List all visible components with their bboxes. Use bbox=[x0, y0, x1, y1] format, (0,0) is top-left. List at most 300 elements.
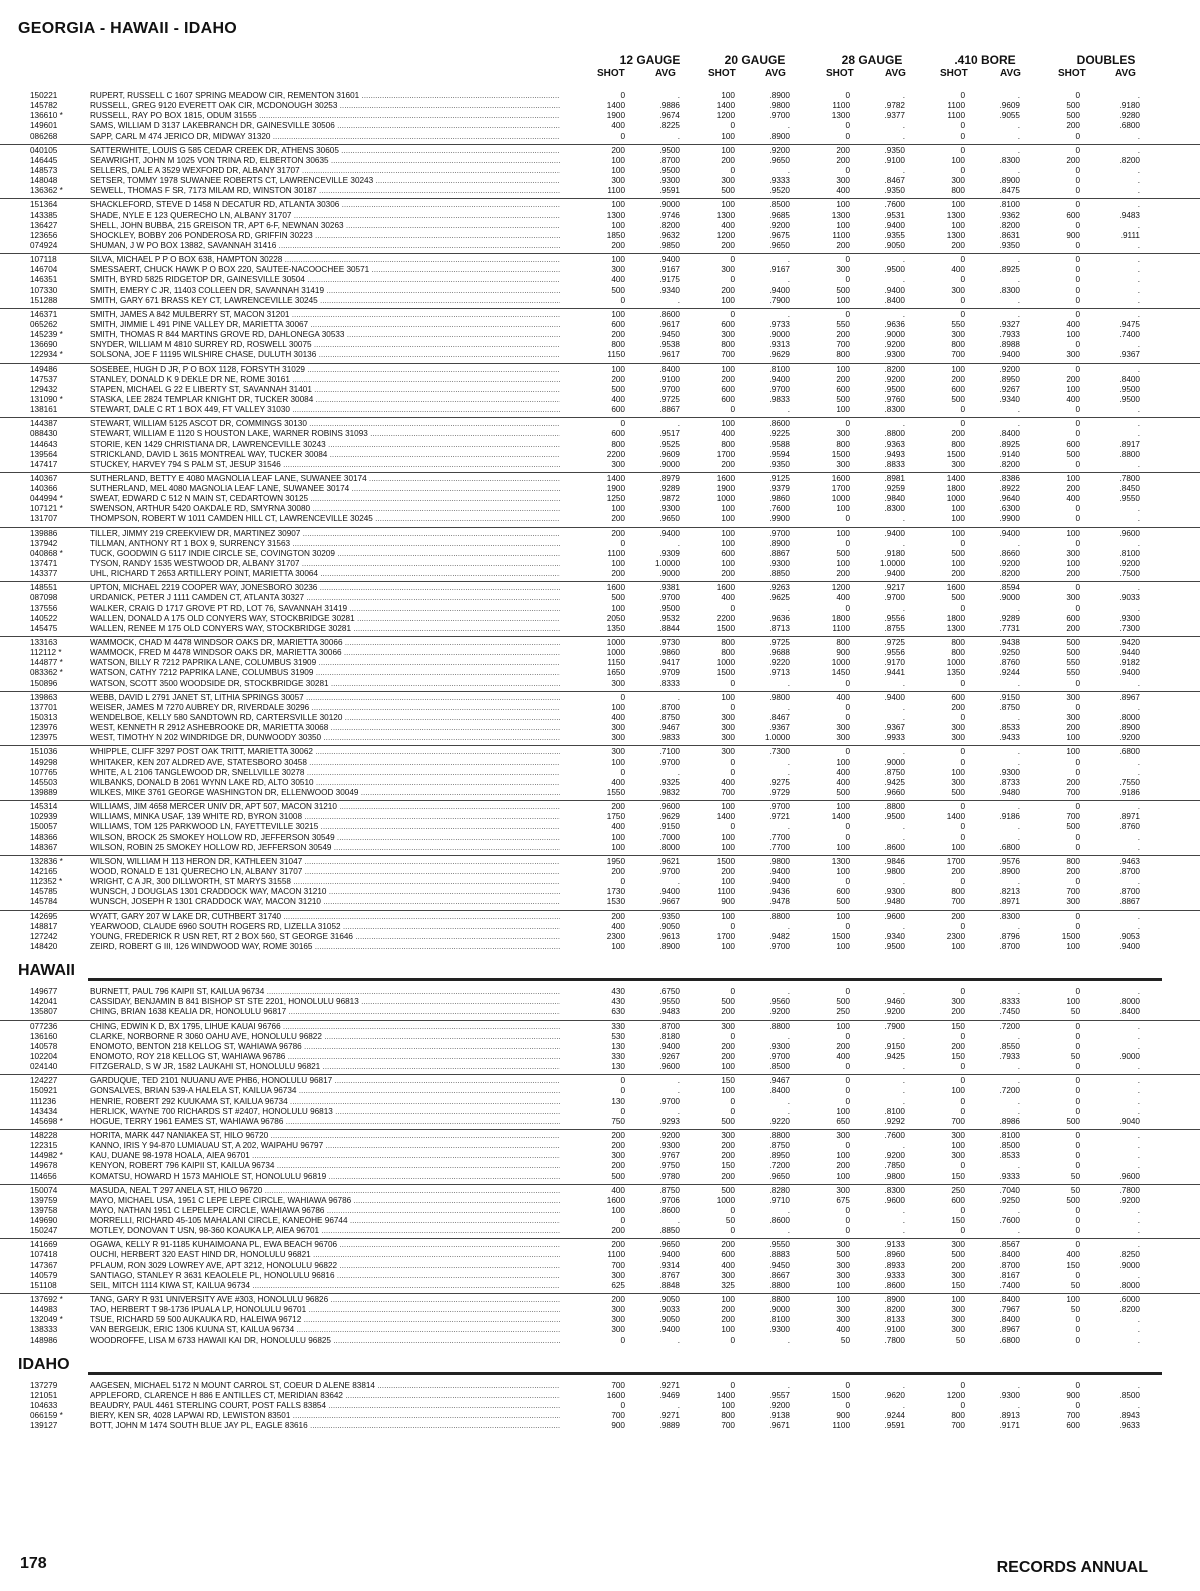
shot-20-gauge: 300 bbox=[721, 723, 735, 733]
shot-doubles: 0 bbox=[1075, 1161, 1080, 1171]
shot-28-gauge: 300 bbox=[836, 429, 850, 439]
shooter-name: UHL, RICHARD T 2653 ARTILLERY POINT, MARIETTA 30064 ..... bbox=[90, 569, 560, 579]
table-row bbox=[0, 146, 1200, 156]
avg-doubles: .9033 bbox=[1119, 593, 1140, 603]
record-group bbox=[0, 417, 1200, 470]
avg-28-gauge: .9620 bbox=[884, 1390, 905, 1400]
shooter-name: WILLIAMS, TOM 125 PARKWOOD LN, FAYETTEVILLE 30215 ..... bbox=[90, 822, 560, 832]
shot-12-gauge: 0 bbox=[620, 1401, 625, 1411]
shot-28-gauge: 1000 bbox=[831, 658, 850, 668]
shot-28-gauge: 250 bbox=[836, 1007, 850, 1017]
avg-doubles: .8900 bbox=[1119, 723, 1140, 733]
avg-12-gauge: .9750 bbox=[659, 1161, 680, 1171]
shot-12-gauge: 200 bbox=[611, 145, 625, 155]
shot-12-gauge: 330 bbox=[611, 1021, 625, 1031]
shot-410-bore: 800 bbox=[951, 638, 965, 648]
shot-20-gauge: 1700 bbox=[716, 449, 735, 459]
shot-12-gauge: 750 bbox=[611, 1116, 625, 1126]
shooter-name: HENRIE, ROBERT 292 KUUKAMA ST, KAILUA 96734 ..... bbox=[90, 1097, 560, 1107]
shot-doubles: 100 bbox=[1066, 330, 1080, 340]
avg-doubles: . bbox=[1137, 877, 1140, 887]
shooter-id: 148986 bbox=[30, 1335, 58, 1345]
avg-12-gauge: .9469 bbox=[659, 1390, 680, 1400]
avg-12-gauge: .9271 bbox=[659, 1411, 680, 1421]
shooter-name: GONSALVES, BRIAN 539-A HALELA ST, KAILUA 96734 ..... bbox=[90, 1086, 560, 1096]
shot-28-gauge: 1300 bbox=[831, 856, 850, 866]
avg-doubles: . bbox=[1137, 131, 1140, 141]
shot-20-gauge: 200 bbox=[721, 285, 735, 295]
shot-410-bore: 100 bbox=[951, 504, 965, 514]
shot-28-gauge: 300 bbox=[836, 1130, 850, 1140]
shooter-name: CHING, BRIAN 1638 KEALIA DR, HONOLULU 96817 ..... bbox=[90, 1007, 560, 1017]
avg-12-gauge: .9200 bbox=[659, 1130, 680, 1140]
avg-410-bore: .8660 bbox=[999, 548, 1020, 558]
shot-410-bore: 0 bbox=[960, 987, 965, 997]
shot-20-gauge: 0 bbox=[730, 1106, 735, 1116]
shot-12-gauge: 100 bbox=[611, 842, 625, 852]
avg-doubles: . bbox=[1137, 176, 1140, 186]
table-row bbox=[0, 310, 1200, 320]
shot-20-gauge: 200 bbox=[721, 155, 735, 165]
avg-28-gauge: . bbox=[902, 1205, 905, 1215]
shot-20-gauge: 200 bbox=[721, 459, 735, 469]
table-row bbox=[0, 166, 1200, 176]
shot-12-gauge: 100 bbox=[611, 941, 625, 951]
avg-410-bore: . bbox=[1017, 678, 1020, 688]
avg-20-gauge: .9710 bbox=[769, 1195, 790, 1205]
avg-410-bore: . bbox=[1017, 1401, 1020, 1411]
shot-12-gauge: 1530 bbox=[606, 897, 625, 907]
record-group bbox=[0, 1184, 1200, 1237]
shot-410-bore: 300 bbox=[951, 1315, 965, 1325]
shot-410-bore: 300 bbox=[951, 330, 965, 340]
avg-28-gauge: . bbox=[902, 255, 905, 265]
shot-28-gauge: 1300 bbox=[831, 111, 850, 121]
table-row bbox=[0, 296, 1200, 306]
table-row bbox=[0, 833, 1200, 843]
shot-doubles: 400 bbox=[1066, 494, 1080, 504]
shot-410-bore: 50 bbox=[955, 1335, 965, 1345]
shot-12-gauge: 200 bbox=[611, 802, 625, 812]
shooter-name: WYATT, GARY 207 W LAKE DR, CUTHBERT 31740 ..... bbox=[90, 912, 560, 922]
shot-28-gauge: 0 bbox=[845, 702, 850, 712]
avg-28-gauge: .9000 bbox=[884, 330, 905, 340]
shooter-id: 143434 bbox=[30, 1106, 58, 1116]
shot-12-gauge: 1100 bbox=[607, 186, 625, 196]
avg-20-gauge: .9729 bbox=[769, 788, 790, 797]
table-row bbox=[0, 1206, 1200, 1216]
shooter-id: 145314 bbox=[30, 802, 58, 812]
shot-12-gauge: 1250 bbox=[606, 494, 625, 504]
shot-doubles: 500 bbox=[1066, 101, 1080, 111]
shot-20-gauge: 2200 bbox=[716, 613, 735, 623]
avg-12-gauge: .9175 bbox=[659, 275, 680, 285]
avg-doubles: . bbox=[1137, 405, 1140, 415]
shot-doubles: 700 bbox=[1066, 812, 1080, 822]
avg-doubles: .9400 bbox=[1119, 668, 1140, 678]
table-row bbox=[0, 648, 1200, 658]
shooter-name: WILLIAMS, MINKA USAF, 139 WHITE RD, BYRON 31008 ..... bbox=[90, 812, 560, 822]
avg-doubles: . bbox=[1137, 678, 1140, 688]
shooter-name: SMITH, BYRD 5825 RIDGETOP DR, GAINESVILLE 30504 ..... bbox=[90, 275, 560, 285]
shot-410-bore: 1300 bbox=[946, 623, 965, 633]
shooter-name: WUNSCH, JOSEPH R 1301 CRADDOCK WAY, MACON 31210 ..... bbox=[90, 897, 560, 907]
table-row bbox=[0, 350, 1200, 360]
avg-20-gauge: . bbox=[787, 275, 790, 285]
shot-410-bore: 800 bbox=[951, 887, 965, 897]
avg-28-gauge: .9425 bbox=[884, 1051, 905, 1061]
avg-12-gauge: .8200 bbox=[659, 220, 680, 230]
avg-28-gauge: .8900 bbox=[884, 1295, 905, 1305]
table-row bbox=[0, 121, 1200, 131]
shot-doubles: 100 bbox=[1066, 1295, 1080, 1305]
avg-12-gauge: . bbox=[677, 91, 680, 100]
table-row bbox=[0, 405, 1200, 415]
avg-28-gauge: . bbox=[902, 131, 905, 141]
avg-12-gauge: .9000 bbox=[659, 569, 680, 579]
shooter-id: 145698 * bbox=[30, 1116, 63, 1126]
avg-28-gauge: .9133 bbox=[884, 1240, 905, 1250]
shot-28-gauge: 0 bbox=[845, 1031, 850, 1041]
avg-28-gauge: . bbox=[902, 1226, 905, 1236]
shot-12-gauge: 900 bbox=[611, 1421, 625, 1431]
shooter-name: HERLICK, WAYNE 700 RICHARDS ST #2407, HONOLULU 96813 ..... bbox=[90, 1107, 560, 1117]
shooter-id: 148367 bbox=[30, 842, 58, 852]
avg-12-gauge: .9100 bbox=[659, 374, 680, 384]
shooter-name: TILLMAN, ANTHONY RT 1 BOX 9, SURRENCY 31563 ..... bbox=[90, 539, 560, 549]
avg-doubles: . bbox=[1137, 767, 1140, 777]
shot-12-gauge: 130 bbox=[611, 1096, 625, 1106]
shot-20-gauge: 400 bbox=[721, 593, 735, 603]
table-row bbox=[0, 1107, 1200, 1117]
shot-410-bore: 0 bbox=[960, 419, 965, 429]
shot-20-gauge: 1300 bbox=[716, 210, 735, 220]
shot-410-bore: 300 bbox=[951, 1130, 965, 1140]
table-row bbox=[0, 658, 1200, 668]
shot-28-gauge: 1300 bbox=[831, 210, 850, 220]
record-group bbox=[0, 800, 1200, 853]
avg-12-gauge: . bbox=[677, 877, 680, 887]
avg-28-gauge: .9480 bbox=[884, 897, 905, 907]
avg-12-gauge: .8600 bbox=[659, 309, 680, 319]
avg-410-bore: .7200 bbox=[999, 1021, 1020, 1031]
shot-410-bore: 800 bbox=[951, 648, 965, 658]
avg-28-gauge: .9400 bbox=[884, 285, 905, 295]
shot-410-bore: 1400 bbox=[946, 473, 965, 483]
shot-20-gauge: 0 bbox=[730, 767, 735, 777]
shot-410-bore: 1350 bbox=[946, 668, 965, 678]
avg-doubles: . bbox=[1137, 921, 1140, 931]
avg-28-gauge: . bbox=[902, 987, 905, 997]
avg-28-gauge: .8933 bbox=[884, 1260, 905, 1270]
record-group bbox=[0, 1129, 1200, 1182]
shot-doubles: 100 bbox=[1066, 941, 1080, 951]
shot-12-gauge: 200 bbox=[611, 330, 625, 340]
table-row bbox=[0, 340, 1200, 350]
shot-12-gauge: 300 bbox=[611, 265, 625, 275]
shot-410-bore: 0 bbox=[960, 603, 965, 613]
shot-12-gauge: 100 bbox=[611, 1205, 625, 1215]
shot-doubles: 100 bbox=[1066, 747, 1080, 757]
shot-20-gauge: 200 bbox=[721, 1240, 735, 1250]
table-row bbox=[0, 877, 1200, 887]
avg-doubles: .9000 bbox=[1119, 1051, 1140, 1061]
shot-410-bore: 0 bbox=[960, 1062, 965, 1072]
shot-doubles: 0 bbox=[1075, 802, 1080, 812]
shot-410-bore: 700 bbox=[951, 1421, 965, 1431]
shot-410-bore: 0 bbox=[960, 1226, 965, 1236]
shot-410-bore: 100 bbox=[951, 1295, 965, 1305]
avg-20-gauge: .9675 bbox=[769, 230, 790, 240]
shooter-name: TILLER, JIMMY 219 CREEKVIEW DR, MARTINEZ 30907 ..... bbox=[90, 529, 560, 539]
avg-20-gauge: .9560 bbox=[769, 997, 790, 1007]
shooter-name: SANTIAGO, STANLEY R 3631 KEAOLELE PL, HONOLULU 96816 ..... bbox=[90, 1271, 560, 1281]
shooter-name: KENYON, ROBERT 796 KAIPII ST, KAILUA 96734 ..... bbox=[90, 1161, 560, 1171]
table-row bbox=[0, 867, 1200, 877]
table-row bbox=[0, 942, 1200, 952]
shot-12-gauge: 300 bbox=[611, 733, 625, 743]
avg-410-bore: . bbox=[1017, 145, 1020, 155]
avg-doubles: . bbox=[1137, 285, 1140, 295]
avg-28-gauge: .9355 bbox=[884, 230, 905, 240]
avg-410-bore: .9000 bbox=[999, 593, 1020, 603]
table-row bbox=[0, 922, 1200, 932]
avg-28-gauge: .9556 bbox=[884, 613, 905, 623]
shot-20-gauge: 1200 bbox=[716, 111, 735, 121]
shot-doubles: 0 bbox=[1075, 987, 1080, 997]
shooter-id: 138161 bbox=[30, 405, 58, 415]
avg-28-gauge: . bbox=[902, 832, 905, 842]
shooter-id: 044994 * bbox=[30, 494, 63, 504]
shot-doubles: 0 bbox=[1075, 1096, 1080, 1106]
shot-20-gauge: 1700 bbox=[716, 931, 735, 941]
avg-12-gauge: .9300 bbox=[659, 176, 680, 186]
avg-410-bore: .7400 bbox=[999, 1280, 1020, 1290]
avg-20-gauge: . bbox=[787, 1380, 790, 1390]
record-group bbox=[0, 1293, 1200, 1346]
shot-doubles: 50 bbox=[1070, 1185, 1080, 1195]
avg-20-gauge: .9650 bbox=[769, 240, 790, 250]
shot-28-gauge: 100 bbox=[836, 295, 850, 305]
shot-410-bore: 300 bbox=[951, 1305, 965, 1315]
section-rule bbox=[88, 1372, 1162, 1375]
avg-doubles: .9182 bbox=[1119, 658, 1140, 668]
shot-20-gauge: 300 bbox=[721, 733, 735, 743]
avg-12-gauge: .9591 bbox=[659, 186, 680, 196]
shot-12-gauge: 100 bbox=[611, 832, 625, 842]
avg-28-gauge: .9050 bbox=[884, 240, 905, 250]
table-row bbox=[0, 569, 1200, 579]
shot-20-gauge: 1900 bbox=[716, 484, 735, 494]
shot-410-bore: 0 bbox=[960, 832, 965, 842]
avg-20-gauge: .9200 bbox=[769, 1007, 790, 1017]
avg-28-gauge: .8400 bbox=[884, 295, 905, 305]
avg-410-bore: .9171 bbox=[999, 1421, 1020, 1431]
avg-12-gauge: .6750 bbox=[659, 987, 680, 997]
avg-410-bore: .7933 bbox=[999, 1051, 1020, 1061]
shooter-id: 139758 bbox=[30, 1205, 58, 1215]
avg-doubles: .8867 bbox=[1119, 897, 1140, 907]
shot-28-gauge: 550 bbox=[836, 319, 850, 329]
shot-doubles: 0 bbox=[1075, 131, 1080, 141]
shot-20-gauge: 50 bbox=[725, 1216, 735, 1226]
avg-28-gauge: .8981 bbox=[884, 473, 905, 483]
avg-28-gauge: .9760 bbox=[884, 394, 905, 404]
shooter-name: BURNETT, PAUL 796 KAIPII ST, KAILUA 96734 ..... bbox=[90, 987, 560, 997]
shooter-id: 145239 * bbox=[30, 330, 63, 340]
shooter-id: 077236 bbox=[30, 1021, 58, 1031]
avg-12-gauge: .9700 bbox=[659, 384, 680, 394]
shooter-id: 145503 bbox=[30, 777, 58, 787]
shot-12-gauge: 0 bbox=[620, 692, 625, 702]
shot-12-gauge: 1600 bbox=[606, 583, 625, 593]
avg-12-gauge: .7100 bbox=[659, 747, 680, 757]
avg-doubles: . bbox=[1137, 459, 1140, 469]
avg-410-bore: .8900 bbox=[999, 176, 1020, 186]
avg-28-gauge: .8467 bbox=[884, 176, 905, 186]
shot-410-bore: 200 bbox=[951, 702, 965, 712]
record-group bbox=[0, 144, 1200, 197]
avg-20-gauge: .9629 bbox=[769, 350, 790, 360]
shot-28-gauge: 100 bbox=[836, 866, 850, 876]
avg-28-gauge: .7600 bbox=[884, 1130, 905, 1140]
avg-20-gauge: 1.0000 bbox=[764, 733, 790, 743]
shooter-name: RUSSELL, GREG 9120 EVERETT OAK CIR, MCDONOUGH 30253 ..... bbox=[90, 101, 560, 111]
shot-28-gauge: 800 bbox=[836, 439, 850, 449]
avg-doubles: .8971 bbox=[1119, 812, 1140, 822]
shot-410-bore: 100 bbox=[951, 941, 965, 951]
avg-20-gauge: .9200 bbox=[769, 1401, 790, 1411]
avg-20-gauge: .8467 bbox=[769, 713, 790, 723]
shooter-id: 138333 bbox=[30, 1325, 58, 1335]
avg-12-gauge: .9617 bbox=[659, 319, 680, 329]
shooter-id: 141669 bbox=[30, 1240, 58, 1250]
avg-20-gauge: . bbox=[787, 255, 790, 265]
shot-410-bore: 500 bbox=[951, 394, 965, 404]
avg-label: AVG bbox=[885, 68, 906, 79]
avg-12-gauge: . bbox=[677, 767, 680, 777]
table-row bbox=[0, 559, 1200, 569]
avg-20-gauge: .9300 bbox=[769, 559, 790, 569]
shot-20-gauge: 100 bbox=[721, 832, 735, 842]
avg-28-gauge: .9200 bbox=[884, 1151, 905, 1161]
avg-doubles: . bbox=[1137, 1401, 1140, 1411]
shooter-id: 104633 bbox=[30, 1401, 58, 1411]
avg-28-gauge: .9200 bbox=[884, 340, 905, 350]
record-group bbox=[0, 363, 1200, 416]
shot-410-bore: 1600 bbox=[946, 583, 965, 593]
shooter-id: 136160 bbox=[30, 1031, 58, 1041]
avg-12-gauge: .8750 bbox=[659, 713, 680, 723]
avg-20-gauge: .9636 bbox=[769, 613, 790, 623]
shooter-id: 148420 bbox=[30, 941, 58, 951]
avg-doubles: .9180 bbox=[1119, 101, 1140, 111]
shooter-id: 124227 bbox=[30, 1076, 58, 1086]
shot-20-gauge: 300 bbox=[721, 1021, 735, 1031]
shooter-id: 140578 bbox=[30, 1041, 58, 1051]
shot-20-gauge: 1600 bbox=[716, 583, 735, 593]
avg-28-gauge: .9636 bbox=[884, 319, 905, 329]
shot-20-gauge: 100 bbox=[721, 802, 735, 812]
avg-28-gauge: .9460 bbox=[884, 997, 905, 1007]
shooter-name: SNYDER, WILLIAM M 4810 SURREY RD, ROSWELL 30075 ..... bbox=[90, 340, 560, 350]
avg-410-bore: . bbox=[1017, 1106, 1020, 1116]
shooter-name: MORRELLI, RICHARD 45-105 MAHALANI CIRCLE, KANEOHE 96744 ..... bbox=[90, 1216, 560, 1226]
shooter-name: TSUE, RICHARD 59 500 AUKAUKA RD, HALEIWA 96712 ..... bbox=[90, 1315, 560, 1325]
avg-20-gauge: . bbox=[787, 1106, 790, 1116]
avg-20-gauge: .9700 bbox=[769, 1051, 790, 1061]
shooter-id: 150896 bbox=[30, 678, 58, 688]
shooter-id: 107118 bbox=[30, 255, 57, 265]
shooter-id: 122934 * bbox=[30, 350, 63, 360]
avg-12-gauge: . bbox=[677, 692, 680, 702]
shot-12-gauge: 600 bbox=[611, 405, 625, 415]
shot-12-gauge: 800 bbox=[611, 439, 625, 449]
shooter-id: 102204 bbox=[30, 1051, 58, 1061]
shot-12-gauge: 100 bbox=[611, 364, 625, 374]
avg-20-gauge: .8500 bbox=[769, 200, 790, 210]
shot-12-gauge: 300 bbox=[611, 176, 625, 186]
shot-doubles: 50 bbox=[1070, 1051, 1080, 1061]
shot-doubles: 800 bbox=[1066, 856, 1080, 866]
shot-410-bore: 1800 bbox=[946, 484, 965, 494]
shot-410-bore: 0 bbox=[960, 91, 965, 100]
avg-20-gauge: .8850 bbox=[769, 569, 790, 579]
records-table bbox=[0, 88, 1200, 1431]
avg-410-bore: .8986 bbox=[999, 1116, 1020, 1126]
table-row bbox=[0, 549, 1200, 559]
avg-20-gauge: .9688 bbox=[769, 648, 790, 658]
shot-410-bore: 0 bbox=[960, 802, 965, 812]
shot-28-gauge: 100 bbox=[836, 802, 850, 812]
avg-410-bore: .6300 bbox=[999, 504, 1020, 514]
shooter-name: BEAUDRY, PAUL 4461 STERLING COURT, POST FALLS 83854 ..... bbox=[90, 1401, 560, 1411]
table-row bbox=[0, 1381, 1200, 1391]
avg-28-gauge: .9363 bbox=[884, 439, 905, 449]
avg-12-gauge: .8225 bbox=[659, 121, 680, 131]
shot-20-gauge: 600 bbox=[721, 319, 735, 329]
shooter-name: STAPEN, MICHAEL G 22 E LIBERTY ST, SAVANNAH 31401 ..... bbox=[90, 385, 560, 395]
avg-doubles: . bbox=[1137, 429, 1140, 439]
avg-410-bore: . bbox=[1017, 255, 1020, 265]
shot-28-gauge: 400 bbox=[836, 186, 850, 196]
avg-410-bore: .8533 bbox=[999, 723, 1020, 733]
shooter-name: WHITAKER, KEN 207 ALDRED AVE, STATESBORO 30458 ..... bbox=[90, 758, 560, 768]
shot-12-gauge: 800 bbox=[611, 340, 625, 350]
avg-410-bore: . bbox=[1017, 713, 1020, 723]
shot-doubles: 200 bbox=[1066, 723, 1080, 733]
shot-doubles: 0 bbox=[1075, 538, 1080, 548]
shot-28-gauge: 0 bbox=[845, 747, 850, 757]
shooter-id: 150247 bbox=[30, 1226, 58, 1236]
shot-20-gauge: 150 bbox=[721, 1076, 735, 1086]
avg-28-gauge: . bbox=[902, 91, 905, 100]
shot-28-gauge: 1500 bbox=[831, 931, 850, 941]
avg-28-gauge: .7600 bbox=[884, 200, 905, 210]
shot-28-gauge: 800 bbox=[836, 638, 850, 648]
avg-20-gauge: .9520 bbox=[769, 186, 790, 196]
shot-20-gauge: 300 bbox=[721, 1270, 735, 1280]
avg-410-bore: .8913 bbox=[999, 1411, 1020, 1421]
avg-12-gauge: .9886 bbox=[659, 101, 680, 111]
table-row bbox=[0, 1261, 1200, 1271]
avg-doubles: .8200 bbox=[1119, 155, 1140, 165]
shot-20-gauge: 100 bbox=[721, 877, 735, 887]
shooter-name: WILKES, MIKE 3761 GEORGE WASHINGTON DR, ELLENWOOD 30049 ..... bbox=[90, 788, 560, 798]
record-group bbox=[0, 472, 1200, 525]
gauge-header-28 bbox=[822, 53, 922, 67]
avg-28-gauge: . bbox=[902, 1380, 905, 1390]
